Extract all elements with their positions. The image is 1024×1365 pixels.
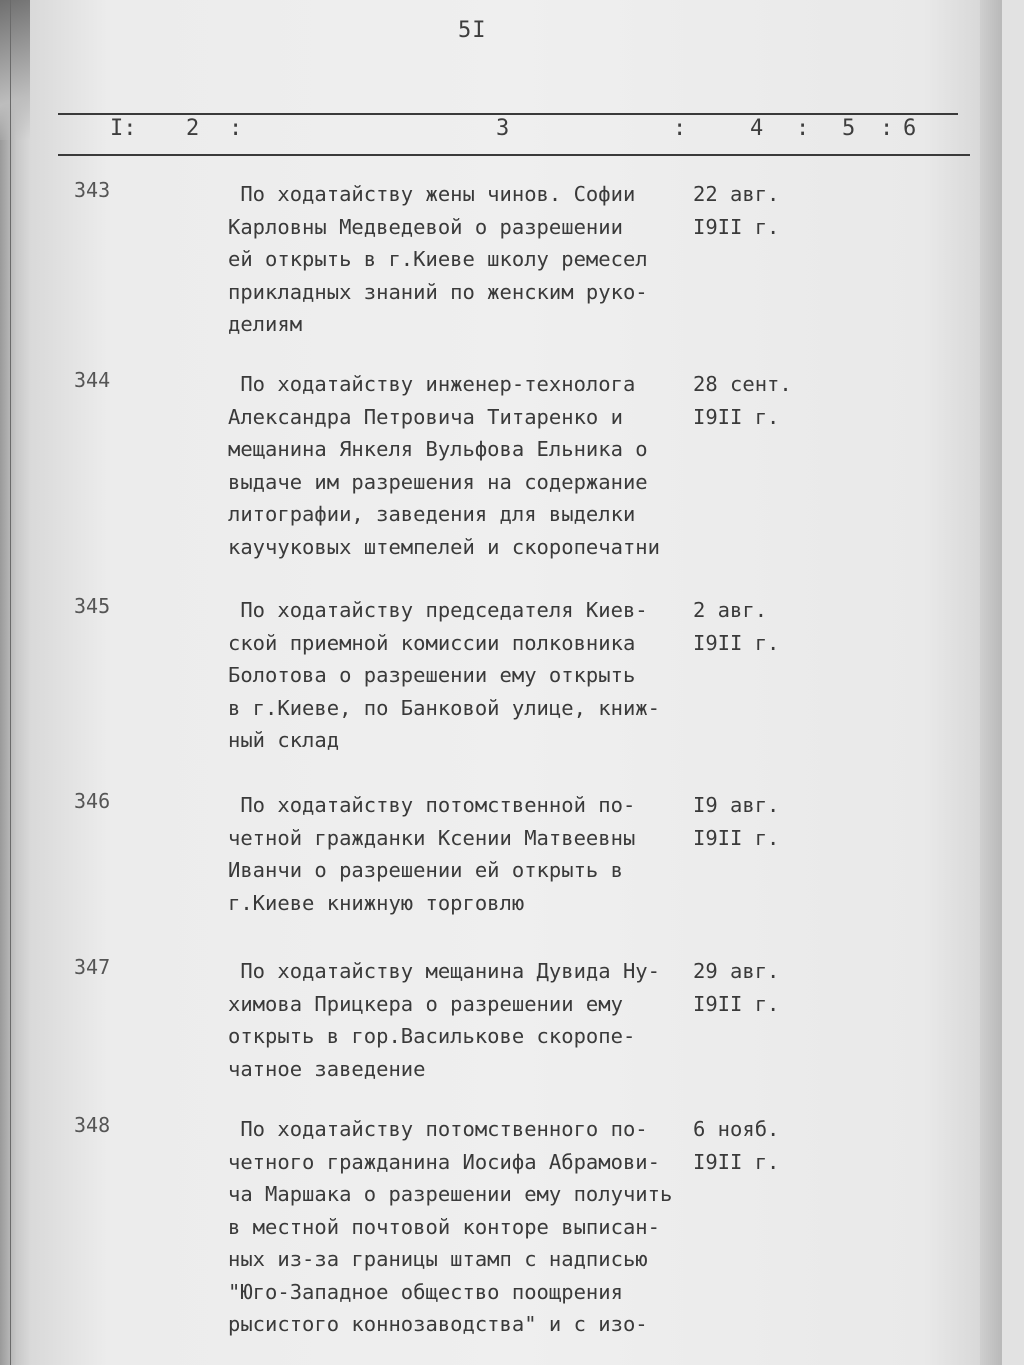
entry-date-line: 2 авг. bbox=[693, 598, 768, 622]
entry-number: 347 bbox=[74, 955, 111, 979]
entry-description-line: По ходатайству потомственной по- bbox=[228, 793, 636, 817]
entry-description-line: литографии, заведения для выделки bbox=[228, 502, 636, 526]
entry-description-line: делиям bbox=[228, 312, 303, 336]
entry-description-line: ской приемной комиссии полковника bbox=[228, 630, 636, 655]
entry-date-line: I9II г. bbox=[693, 214, 780, 239]
entry-description-line: Карловны Медведевой о разрешении bbox=[228, 214, 623, 239]
entry-date bbox=[693, 594, 813, 659]
entry-description-line: открыть в гор.Василькове скоропе- bbox=[228, 1024, 636, 1048]
entry-date-line: I9II г. bbox=[693, 404, 780, 429]
entry-description-line: рысистого коннозаводства" и с изо- bbox=[228, 1312, 648, 1336]
entry-description-line: По ходатайству потомственного по- bbox=[228, 1117, 648, 1141]
page-number: 5I bbox=[458, 18, 487, 43]
entry-description bbox=[228, 368, 698, 563]
entry-description-line: ей открыть в г.Киеве школу ремесел bbox=[228, 247, 648, 271]
entry-date bbox=[693, 178, 813, 243]
entry-number: 348 bbox=[74, 1113, 111, 1137]
entry-description-line: По ходатайству инженер-технолога bbox=[228, 372, 636, 396]
entry-description-line: Александра Петровича Титаренко и bbox=[228, 404, 623, 429]
entry-date-line: 28 сент. bbox=[693, 372, 792, 396]
entry-description-line: выдаче им разрешения на содержание bbox=[228, 469, 648, 494]
entry-date-line: I9II г. bbox=[693, 1149, 780, 1174]
entry-description-line: в местной почтовой конторе выписан- bbox=[228, 1214, 660, 1239]
entry-number: 345 bbox=[74, 594, 111, 618]
entry-date bbox=[693, 955, 813, 1020]
entry-description bbox=[228, 955, 698, 1085]
entry-date-line: I9II г. bbox=[693, 991, 780, 1016]
entry-description-line: По ходатайству председателя Киев- bbox=[228, 598, 648, 622]
entry-description bbox=[228, 178, 698, 341]
entry-description-line: ных из-за границы штамп с надписью bbox=[228, 1247, 648, 1271]
entry-description-line: "Юго-Западное общество поощрения bbox=[228, 1279, 623, 1304]
table-header-top-rule bbox=[58, 113, 958, 115]
entry-description-line: в г.Киеве, по Банковой улице, книж- bbox=[228, 695, 660, 720]
column-separator: : bbox=[880, 116, 894, 141]
entry-description-line: химова Прицкера о разрешении ему bbox=[228, 991, 623, 1016]
entry-date-line: 6 нояб. bbox=[693, 1117, 780, 1141]
entry-date-line: I9II г. bbox=[693, 630, 780, 655]
column-separator: : bbox=[796, 116, 810, 141]
binding-corner bbox=[0, 0, 30, 140]
entry-number: 343 bbox=[74, 178, 111, 202]
entry-date bbox=[693, 1113, 813, 1178]
entry-number: 346 bbox=[74, 789, 111, 813]
entry-description-line: чатное заведение bbox=[228, 1056, 426, 1081]
entry-description-line: четного гражданина Иосифа Абрамови- bbox=[228, 1149, 660, 1174]
binding-edge bbox=[0, 0, 31, 1365]
entry-date-line: 29 авг. bbox=[693, 959, 780, 983]
entry-description-line: прикладных знаний по женским руко- bbox=[228, 279, 648, 304]
column-header-5: 5 bbox=[842, 116, 856, 141]
page-right-edge bbox=[980, 0, 1002, 1365]
entry-description-line: ча Маршака о разрешении ему получить bbox=[228, 1182, 673, 1206]
column-separator: : bbox=[673, 116, 687, 141]
entry-date-line: I9II г. bbox=[693, 825, 780, 850]
table-header-bottom-rule bbox=[58, 154, 970, 156]
column-header-1: I: bbox=[110, 116, 137, 141]
entry-description-line: ный склад bbox=[228, 728, 340, 752]
entry-description-line: Иванчи о разрешении ей открыть в bbox=[228, 858, 623, 882]
entry-description bbox=[228, 789, 698, 919]
column-header-3: 3 bbox=[496, 116, 510, 141]
entry-description-line: мещанина Янкеля Вульфова Ельника о bbox=[228, 437, 648, 461]
entry-number: 344 bbox=[74, 368, 111, 392]
entry-date-line: I9 авг. bbox=[693, 793, 780, 817]
binding-line bbox=[10, 0, 11, 1365]
entry-description-line: каучуковых штемпелей и скоропечатни bbox=[228, 534, 660, 559]
entry-date bbox=[693, 789, 813, 854]
column-header-4: 4 bbox=[750, 116, 764, 141]
entry-description bbox=[228, 1113, 698, 1341]
entry-description-line: Болотова о разрешении ему открыть bbox=[228, 663, 636, 687]
entry-date-line: 22 авг. bbox=[693, 182, 780, 206]
entry-description bbox=[228, 594, 698, 757]
entry-description-line: По ходатайству жены чинов. Софии bbox=[228, 182, 636, 206]
column-separator: : bbox=[229, 116, 243, 141]
entry-description-line: По ходатайству мещанина Дувида Ну- bbox=[228, 959, 660, 983]
column-header-2: 2 bbox=[186, 116, 200, 141]
entry-description-line: г.Киеве книжную торговлю bbox=[228, 890, 525, 915]
entry-date bbox=[693, 368, 813, 433]
entry-description-line: четной гражданки Ксении Матвеевны bbox=[228, 825, 636, 850]
column-header-6: 6 bbox=[903, 116, 917, 141]
